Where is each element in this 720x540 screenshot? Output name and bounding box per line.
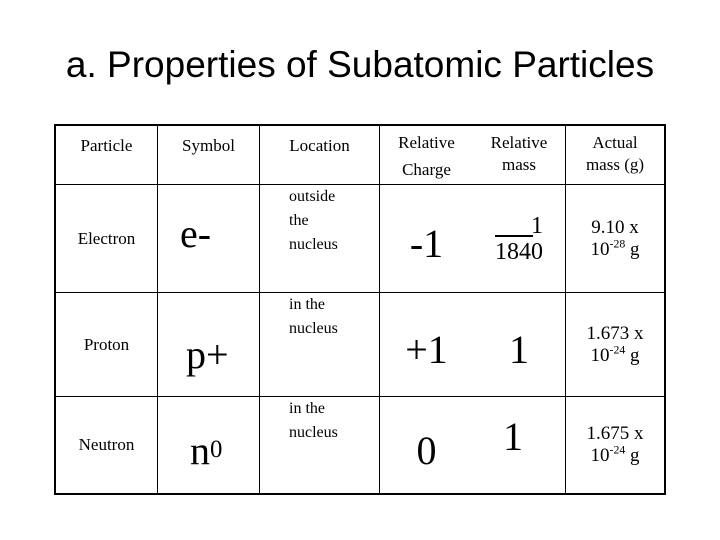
proton-actual-mass: [566, 293, 664, 396]
header-relative-mass: [473, 128, 565, 184]
electron-relative-mass-numerator: 1: [495, 213, 543, 239]
electron-actual-mass: [566, 185, 664, 292]
neutron-actual-mass-base: 10: [590, 445, 610, 466]
proton-location: [260, 293, 379, 396]
header-relative-charge: [380, 128, 473, 184]
neutron-relative-mass: 1: [503, 413, 523, 459]
electron-location-line-1: outside: [289, 188, 336, 205]
proton-actual-mass-unit: g: [629, 344, 640, 366]
neutron-symbol: n 0: [190, 427, 223, 473]
proton-actual-mass-base: 10: [590, 344, 610, 366]
electron-actual-mass-exponent: -28: [609, 237, 626, 251]
electron-symbol: e-: [180, 211, 212, 256]
neutron-actual-mass-coefficient: 1.675 x: [586, 423, 644, 444]
neutron-symbol-base: n: [190, 427, 210, 473]
header-symbol: Symbol: [182, 136, 235, 155]
neutron-actual-mass-unit: g: [629, 445, 640, 466]
electron-charge: -1: [409, 221, 444, 266]
neutron-name: Neutron: [78, 435, 135, 454]
header-actual-mass-line-2: mass (g): [585, 155, 645, 174]
electron-location-line-3: nucleus: [289, 236, 338, 253]
neutron-location-line-2: nucleus: [289, 424, 338, 441]
proton-location-line-2: nucleus: [289, 320, 338, 337]
proton-actual-mass-power: [591, 345, 640, 367]
neutron-actual-mass: [566, 397, 664, 493]
electron-relative-mass: [473, 185, 565, 292]
electron-name: Electron: [77, 228, 136, 248]
neutron-actual-mass-power: [591, 445, 640, 467]
proton-charge: +1: [405, 327, 448, 372]
header-relative-charge-line-2: Charge: [402, 160, 451, 179]
header-particle: Particle: [80, 136, 133, 155]
electron-actual-mass-coefficient: 9.10 x: [591, 216, 639, 238]
neutron-charge: 0: [416, 427, 437, 473]
header-relative-charge-line-1: Relative: [398, 133, 455, 152]
subatomic-particles-table: [54, 124, 666, 495]
neutron-actual-mass-exponent: -24: [609, 443, 626, 457]
header-actual-mass-line-1: Actual: [592, 133, 638, 152]
electron-actual-mass-base: 10: [590, 238, 610, 260]
electron-relative-mass-denominator: 1840: [495, 238, 543, 265]
header-location: Location: [289, 136, 350, 155]
header-relative-mass-line-2: mass: [502, 155, 536, 174]
proton-name: Proton: [83, 334, 130, 354]
neutron-location: [260, 397, 379, 493]
proton-actual-mass-coefficient: 1.673 x: [586, 322, 644, 344]
electron-actual-mass-unit: g: [629, 238, 640, 260]
electron-location: [260, 185, 379, 292]
slide-title: a. Properties of Subatomic Particles: [65, 44, 655, 85]
neutron-location-line-1: in the: [289, 400, 325, 417]
header-relative-mass-line-1: Relative: [490, 133, 548, 152]
proton-symbol: p+: [186, 332, 229, 377]
proton-actual-mass-exponent: -24: [609, 343, 626, 357]
electron-location-line-2: the: [289, 212, 309, 229]
proton-relative-mass: 1: [509, 327, 529, 372]
electron-actual-mass-power: [591, 239, 640, 261]
proton-location-line-1: in the: [289, 296, 325, 313]
electron-relative-mass-fraction: [495, 213, 543, 265]
header-actual-mass: [566, 128, 664, 184]
